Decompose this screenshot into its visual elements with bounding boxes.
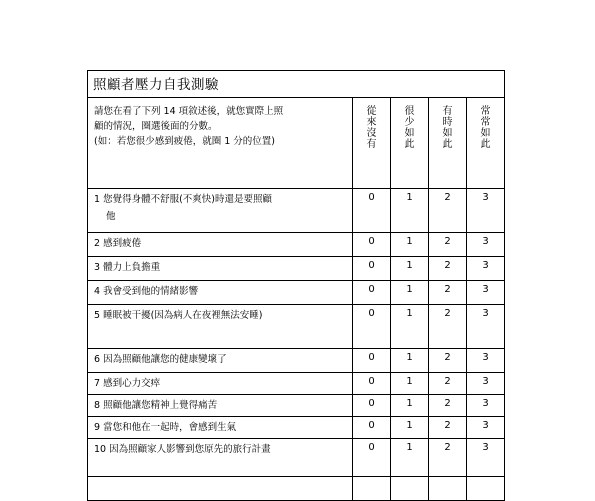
item-10-text: 10 因為照顧家人影響到您原先的旅行計畫 [88, 439, 353, 477]
score-cell[interactable]: 0 [353, 439, 391, 477]
score-cell[interactable]: 0 [353, 417, 391, 439]
table-row [88, 439, 505, 477]
instructions-line-3: (如：若您很少感到疲倦，就圈 1 分的位置) [94, 136, 275, 147]
score-cell[interactable]: 0 [353, 257, 391, 281]
cutoff-cell [429, 477, 467, 501]
table-row [88, 373, 505, 395]
score-cell[interactable]: 2 [429, 189, 467, 233]
instructions-line-1: 請您在看了下列 14 項敘述後，就您實際上照 [94, 106, 284, 117]
cutoff-cell [88, 477, 353, 501]
score-cell[interactable]: 0 [353, 395, 391, 417]
item-2-text: 2 感到疲倦 [88, 233, 353, 257]
item-1-text: 1 您覺得身體不舒服(不爽快)時還是要照顧 他 [88, 189, 353, 233]
score-cell[interactable]: 3 [467, 439, 505, 477]
score-cell[interactable]: 2 [429, 349, 467, 373]
item-9-text: 9 當您和他在一起時，會感到生氣 [88, 417, 353, 439]
caregiver-stress-table [87, 70, 505, 501]
table-row [88, 395, 505, 417]
score-cell[interactable]: 1 [391, 189, 429, 233]
score-cell[interactable]: 3 [467, 373, 505, 395]
score-cell[interactable]: 1 [391, 257, 429, 281]
cutoff-cell [391, 477, 429, 501]
score-cell[interactable]: 3 [467, 417, 505, 439]
score-cell[interactable]: 0 [353, 281, 391, 305]
score-cell[interactable]: 2 [429, 257, 467, 281]
score-cell[interactable]: 1 [391, 439, 429, 477]
score-cell[interactable]: 0 [353, 233, 391, 257]
item-5-text: 5 睡眠被干擾(因為病人在夜裡無法安睡) [88, 305, 353, 349]
column-header-sometimes: 有 時 如 此 [429, 98, 467, 189]
score-cell[interactable]: 1 [391, 281, 429, 305]
table-row [88, 257, 505, 281]
instructions [88, 98, 353, 189]
score-cell[interactable]: 2 [429, 395, 467, 417]
score-cell[interactable]: 3 [467, 233, 505, 257]
score-cell[interactable]: 2 [429, 233, 467, 257]
score-cell[interactable]: 3 [467, 257, 505, 281]
score-cell[interactable]: 1 [391, 305, 429, 349]
score-cell[interactable]: 2 [429, 305, 467, 349]
score-cell[interactable]: 0 [353, 373, 391, 395]
score-cell[interactable]: 1 [391, 349, 429, 373]
item-7-text: 7 感到心力交瘁 [88, 373, 353, 395]
table-row [88, 305, 505, 349]
survey-sheet [87, 70, 505, 501]
score-cell[interactable]: 3 [467, 189, 505, 233]
score-cell[interactable]: 3 [467, 305, 505, 349]
item-3-text: 3 體力上負擔重 [88, 257, 353, 281]
score-cell[interactable]: 1 [391, 373, 429, 395]
score-cell[interactable]: 1 [391, 233, 429, 257]
cutoff-cell [353, 477, 391, 501]
table-row-cutoff [88, 477, 505, 501]
column-header-rarely: 很 少 如 此 [391, 98, 429, 189]
cutoff-cell [467, 477, 505, 501]
score-cell[interactable]: 1 [391, 395, 429, 417]
table-row [88, 233, 505, 257]
score-cell[interactable]: 0 [353, 349, 391, 373]
score-cell[interactable]: 0 [353, 305, 391, 349]
table-row [88, 281, 505, 305]
item-4-text: 4 我會受到他的情緒影響 [88, 281, 353, 305]
item-6-text: 6 因為照顧他讓您的健康變壞了 [88, 349, 353, 373]
score-cell[interactable]: 1 [391, 417, 429, 439]
column-header-often: 常 常 如 此 [467, 98, 505, 189]
score-cell[interactable]: 2 [429, 373, 467, 395]
score-cell[interactable]: 3 [467, 395, 505, 417]
table-row [88, 189, 505, 233]
score-cell[interactable]: 2 [429, 281, 467, 305]
table-row [88, 349, 505, 373]
score-cell[interactable]: 2 [429, 417, 467, 439]
score-cell[interactable]: 2 [429, 439, 467, 477]
survey-title: 照顧者壓力自我測驗 [88, 71, 505, 98]
instructions-line-2: 顧的情況，圈選後面的分數。 [94, 121, 218, 132]
column-header-never: 從 來 沒 有 [353, 98, 391, 189]
score-cell[interactable]: 3 [467, 281, 505, 305]
score-cell[interactable]: 3 [467, 349, 505, 373]
item-8-text: 8 照顧他讓您精神上覺得痛苦 [88, 395, 353, 417]
table-row [88, 417, 505, 439]
score-cell[interactable]: 0 [353, 189, 391, 233]
